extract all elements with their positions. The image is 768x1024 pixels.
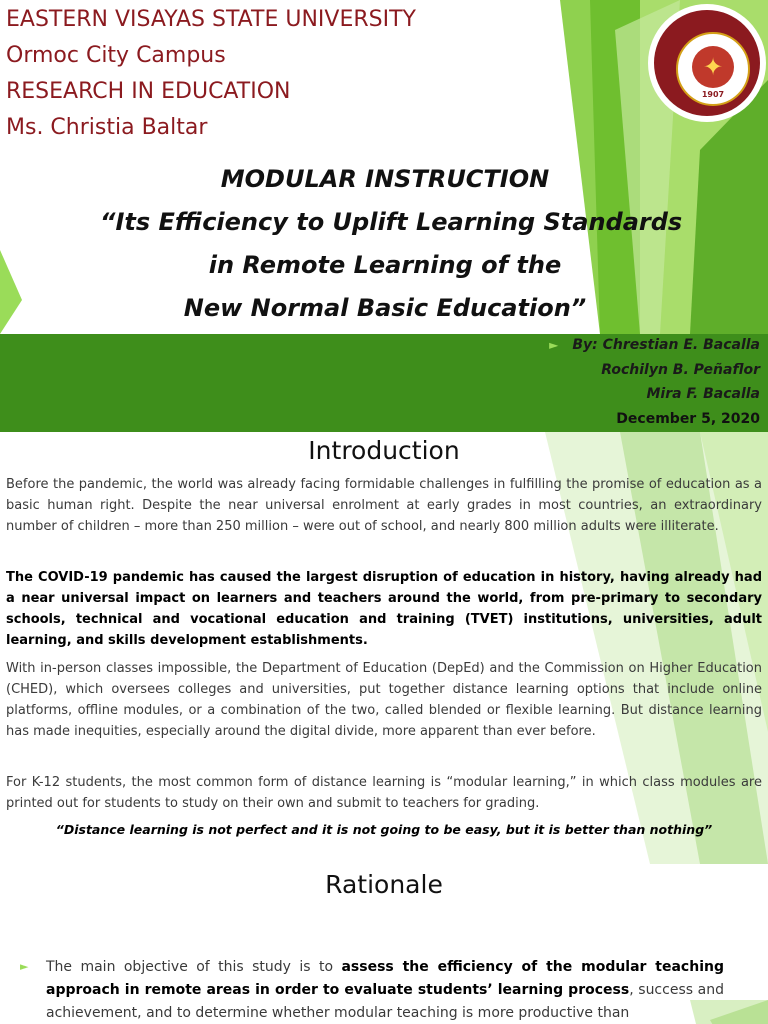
rationale-text-a: The main objective of this study is to [46,959,342,975]
intro-quote: “Distance learning is not perfect and it is not going to be easy, but it is better than nothing” [55,822,713,837]
university-seal-icon [648,4,766,122]
byline [549,333,760,431]
title-slide [0,0,768,432]
arrow-bullet-icon: ► [549,338,559,352]
author-3: Mira F. Bacalla [646,386,760,402]
author-2: Rochilyn B. Peñaflor [601,361,760,378]
presentation-date: December 5, 2020 [616,410,760,427]
instructor-name: Ms. Christia Baltar [6,115,208,140]
subject-name: RESEARCH IN EDUCATION [6,79,291,104]
introduction-heading: Introduction [308,436,460,465]
intro-paragraph-3: With in-person classes impossible, the Department of Education (DepEd) and the Commission on Higher Education (CHED), which oversees colleges and universities, put together distance learning options that include online platforms, offline modules, or a combination of the two, called blended or flexible learning. But distance learning has made inequities, especially around the digital divide, more apparent than ever before. [6,661,762,739]
university-name: EASTERN VISAYAS STATE UNIVERSITY [6,7,416,32]
title-line-2: “Its Efficiency to Uplift Learning Standards [100,208,683,236]
arrow-bullet-icon: ► [20,960,29,973]
rationale-text-b: assess the efficiency of the modular teaching approach in remote areas in order to evaluate students’ learning process [46,959,724,998]
campus-name: Ormoc City Campus [6,43,226,68]
intro-paragraph-1: Before the pandemic, the world was already facing formidable challenges in fulfilling the promise of education as a basic human right. Despite the near universal enrolment at early grades in most countries, an extraordinary number of children – more than 250 million – were out of school, and nearly 800 million adults were illiterate. [6,477,762,534]
title-line-3: in Remote Learning of the [208,251,562,279]
title-line-1: MODULAR INSTRUCTION [220,165,550,193]
slide-title [100,158,683,330]
intro-paragraph-4: For K-12 students, the most common form of distance learning is “modular learning,” in which class modules are printed out for students to study on their own and submit to teachers for grading. [6,775,762,811]
intro-paragraph-2: The COVID-19 pandemic has caused the largest disruption of education in history, having already had a near universal impact on learners and teachers around the world, from pre-primary to secondary schools, technical and vocational education and training (TVET) institutions, universities, adult learning, and skills development establishments. [6,570,762,648]
rationale-text [46,956,724,1024]
author-1: By: Chrestian E. Bacalla [572,337,760,353]
rationale-heading: Rationale [325,870,443,899]
institution-block [6,2,416,146]
torch-icon: ✦ [692,46,734,88]
seal-year: 1907 [701,90,725,99]
introduction-slide [0,432,768,864]
rationale-text-c: , success and achievement, and to determine whether modular teaching is more productive than [46,982,725,1021]
rationale-slide [0,864,768,1024]
title-line-4: New Normal Basic Education” [183,294,587,322]
